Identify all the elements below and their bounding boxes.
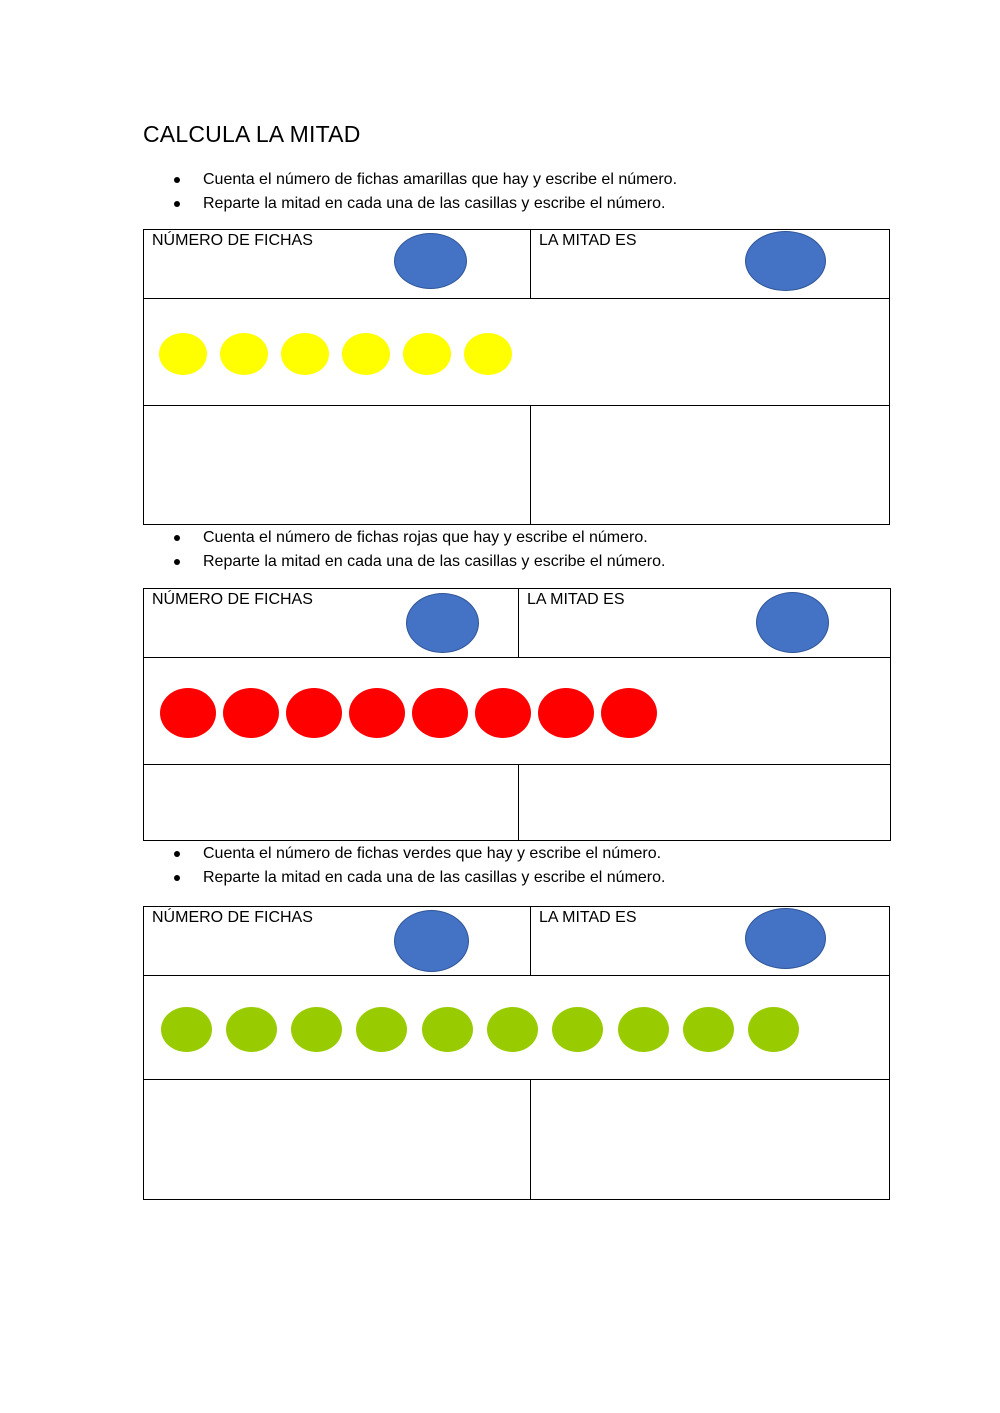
instruction-item xyxy=(0,866,665,890)
counting-chip xyxy=(223,688,279,738)
counting-chip xyxy=(349,688,405,738)
bullet-icon xyxy=(174,559,180,565)
instruction-item xyxy=(0,526,665,550)
counting-chip xyxy=(618,1007,669,1052)
exercise-table xyxy=(143,588,891,841)
bullet-icon xyxy=(174,201,180,207)
instruction-item xyxy=(0,192,677,216)
split-box-right[interactable] xyxy=(518,765,890,840)
instruction-text: Cuenta el número de fichas verdes que hay y escribe el número. xyxy=(203,845,662,862)
counting-chip xyxy=(552,1007,603,1052)
split-row xyxy=(144,764,890,840)
half-label: LA MITAD ES xyxy=(527,591,625,608)
half-cell xyxy=(530,907,889,975)
counting-chip xyxy=(342,333,390,375)
counting-chip xyxy=(286,688,342,738)
half-label: LA MITAD ES xyxy=(539,232,637,249)
instruction-text: Cuenta el número de fichas rojas que hay y escribe el número. xyxy=(203,529,648,546)
count-answer-oval[interactable] xyxy=(394,233,467,289)
counting-chip xyxy=(159,333,207,375)
counting-chip xyxy=(160,688,216,738)
counting-chip xyxy=(422,1007,473,1052)
count-cell xyxy=(144,230,530,298)
instructions-list xyxy=(0,842,665,890)
count-label: NÚMERO DE FICHAS xyxy=(152,909,313,926)
instruction-text: Reparte la mitad en cada una de las casillas y escribe el número. xyxy=(203,553,666,570)
count-cell xyxy=(144,907,530,975)
counting-chip xyxy=(291,1007,342,1052)
count-label: NÚMERO DE FICHAS xyxy=(152,232,313,249)
exercise-table xyxy=(143,229,890,525)
counting-chip xyxy=(683,1007,734,1052)
bullet-icon xyxy=(174,875,180,881)
split-box-right[interactable] xyxy=(530,406,889,524)
count-label: NÚMERO DE FICHAS xyxy=(152,591,313,608)
page-title: CALCULA LA MITAD xyxy=(143,121,361,147)
split-box-left[interactable] xyxy=(144,406,530,524)
split-box-left[interactable] xyxy=(144,765,518,840)
half-answer-oval[interactable] xyxy=(745,231,826,291)
header-row xyxy=(144,907,889,975)
instructions-list xyxy=(0,526,665,574)
header-row xyxy=(144,589,890,657)
split-row xyxy=(144,1079,889,1199)
chips-area xyxy=(144,299,889,405)
half-cell xyxy=(518,589,890,657)
counting-chip xyxy=(601,688,657,738)
split-box-right[interactable] xyxy=(530,1080,889,1199)
instruction-item xyxy=(0,842,665,866)
counting-chip xyxy=(475,688,531,738)
chips-row xyxy=(144,298,889,405)
half-label: LA MITAD ES xyxy=(539,909,637,926)
half-cell xyxy=(530,230,889,298)
instruction-item xyxy=(0,550,665,574)
bullet-icon xyxy=(174,535,180,541)
bullet-icon xyxy=(174,177,180,183)
half-answer-oval[interactable] xyxy=(756,592,829,653)
split-row xyxy=(144,405,889,524)
counting-chip xyxy=(220,333,268,375)
half-answer-oval[interactable] xyxy=(745,908,826,969)
chips-area xyxy=(144,658,890,764)
counting-chip xyxy=(403,333,451,375)
instruction-text: Cuenta el número de fichas amarillas que hay y escribe el número. xyxy=(203,171,678,188)
counting-chip xyxy=(412,688,468,738)
counting-chip xyxy=(487,1007,538,1052)
count-answer-oval[interactable] xyxy=(394,910,469,972)
chips-row xyxy=(144,657,890,764)
counting-chip xyxy=(226,1007,277,1052)
bullet-icon xyxy=(174,851,180,857)
counting-chip xyxy=(538,688,594,738)
counting-chip xyxy=(281,333,329,375)
header-row xyxy=(144,230,889,298)
instruction-item xyxy=(0,168,677,192)
split-box-left[interactable] xyxy=(144,1080,530,1199)
counting-chip xyxy=(161,1007,212,1052)
exercise-table xyxy=(143,906,890,1200)
counting-chip xyxy=(748,1007,799,1052)
chips-area xyxy=(144,976,889,1079)
instruction-text: Reparte la mitad en cada una de las casillas y escribe el número. xyxy=(203,195,666,212)
count-cell xyxy=(144,589,518,657)
count-answer-oval[interactable] xyxy=(406,593,479,653)
counting-chip xyxy=(356,1007,407,1052)
instructions-list xyxy=(0,168,677,216)
chips-row xyxy=(144,975,889,1079)
counting-chip xyxy=(464,333,512,375)
instruction-text: Reparte la mitad en cada una de las casillas y escribe el número. xyxy=(203,869,666,886)
